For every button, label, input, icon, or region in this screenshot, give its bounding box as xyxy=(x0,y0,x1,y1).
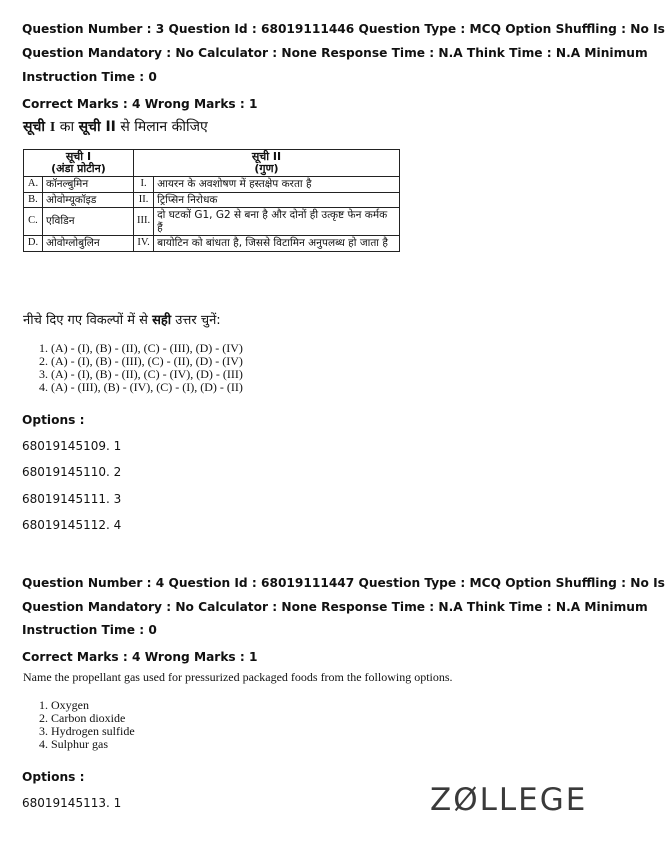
q3-choice-list xyxy=(39,342,243,394)
q3-options-label: Options : xyxy=(22,413,85,427)
list-item: 4. (A) - (III), (B) - (IV), (C) - (I), (D) - (II) xyxy=(39,380,243,394)
list-item: 1. (A) - (I), (B) - (II), (C) - (III), (D) - (IV) xyxy=(39,341,243,355)
q3-option-2: 68019145110. 2 xyxy=(22,465,122,479)
match-table xyxy=(23,149,400,252)
q3-meta-line-1: Question Number : 3 Question Id : 68019111446 Question Type : MCQ Option Shuffling : No Is xyxy=(22,22,665,36)
list-item: 2. (A) - (I), (B) - (III), (C) - (II), (D) - (IV) xyxy=(39,354,243,368)
q4-choice-list xyxy=(39,699,135,751)
q3-meta-line-3: Instruction Time : 0 xyxy=(22,70,157,84)
choose-instruction: नीचे दिए गए विकल्पों में से सही उत्तर चुनें: xyxy=(23,313,221,328)
list-2-header: सूची II (गुण) xyxy=(133,150,399,177)
q3-marks: Correct Marks : 4 Wrong Marks : 1 xyxy=(22,97,258,111)
q4-meta-line-3: Instruction Time : 0 xyxy=(22,623,157,637)
q3-meta-line-2: Question Mandatory : No Calculator : None Response Time : N.A Think Time : N.A Minimum xyxy=(22,46,648,60)
q3-prompt: सूची I का सूची II से मिलान कीजिए xyxy=(23,119,208,135)
zollege-logo: ZØLLEGE xyxy=(430,782,588,818)
list-item: 4. Sulphur gas xyxy=(39,737,108,751)
q4-options-label: Options : xyxy=(22,770,85,784)
table-row: D. ओवोग्लोबुलिन IV. बायोटिन को बांधता है, जिससे विटामिन अनुपलब्ध हो जाता है xyxy=(24,236,400,252)
table-row: B. ओवोम्यूकॉइड II. ट्रिप्सिन निरोधक xyxy=(24,192,400,208)
q3-option-4: 68019145112. 4 xyxy=(22,518,122,532)
q3-option-1: 68019145109. 1 xyxy=(22,439,122,453)
q3-option-3: 68019145111. 3 xyxy=(22,492,122,506)
list-item: 2. Carbon dioxide xyxy=(39,711,126,725)
q4-option-1: 68019145113. 1 xyxy=(22,796,122,810)
q4-marks: Correct Marks : 4 Wrong Marks : 1 xyxy=(22,650,258,664)
table-row: C. एविडिन III. दो घटकों G1, G2 से बना है और दोनों ही उत्कृष्ट फेन कर्मक हैं xyxy=(24,208,400,236)
q4-prompt: Name the propellant gas used for pressurized packaged foods from the following options. xyxy=(23,670,453,684)
list-item: 3. (A) - (I), (B) - (II), (C) - (IV), (D) - (III) xyxy=(39,367,243,381)
q4-meta-line-1: Question Number : 4 Question Id : 68019111447 Question Type : MCQ Option Shuffling : No Is xyxy=(22,576,665,590)
table-row: A. कॉनल्बुमिन I. आयरन के अवशोषण में हस्तक्षेप करता है xyxy=(24,177,400,193)
q4-meta-line-2: Question Mandatory : No Calculator : None Response Time : N.A Think Time : N.A Minimum xyxy=(22,600,648,614)
list-item: 3. Hydrogen sulfide xyxy=(39,724,135,738)
list-item: 1. Oxygen xyxy=(39,698,89,712)
list-1-header: सूची I (अंडा प्रोटीन) xyxy=(24,150,134,177)
